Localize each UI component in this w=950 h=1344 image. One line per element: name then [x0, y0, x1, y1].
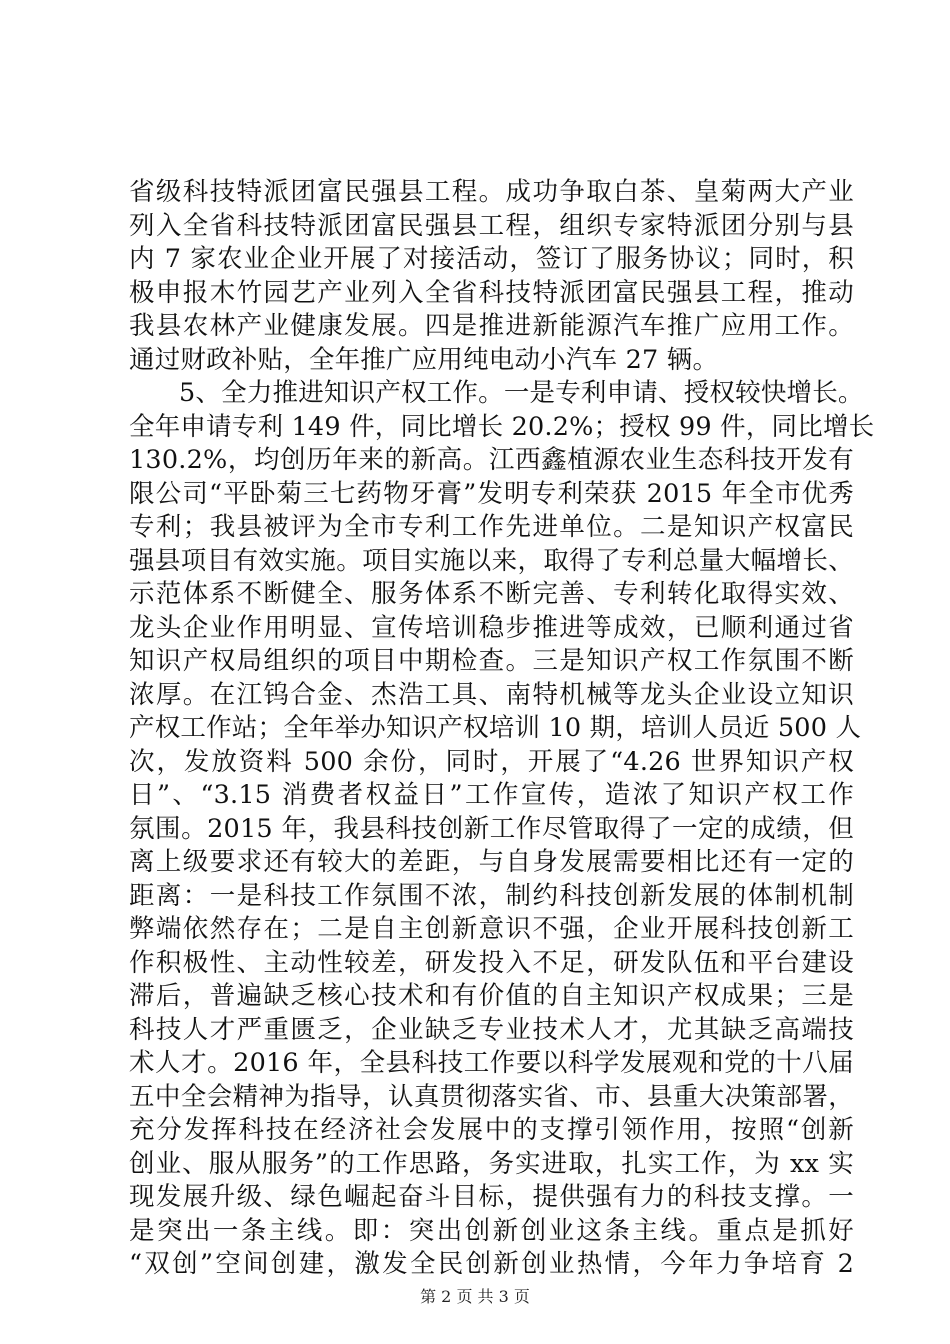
text-line: 滞后，普遍缺乏核心技术和有价值的自主知识产权成果；三是: [129, 981, 854, 1011]
text-line: 省级科技特派团富民强县工程。成功争取白茶、皇菊两大产业: [129, 177, 854, 207]
text-line: 氛围。2015 年，我县科技创新工作尽管取得了一定的成绩，但: [129, 813, 854, 844]
text-line: 作积极性、主动性较差，研发投入不足，研发队伍和平台建设: [129, 947, 854, 978]
text-line: 产权工作站；全年举办知识产权培训 10 期，培训人员近 500 人: [129, 713, 862, 743]
text-line: 限公司“平卧菊三七药物牙膏”发明专利荣获 2015 年全市优秀: [129, 478, 854, 509]
text-line: 日”、“3.15 消费者权益日”工作宣传，造浓了知识产权工作: [129, 780, 854, 810]
text-line: 距离：一是科技工作氛围不浓，制约科技创新发展的体制机制: [129, 880, 854, 911]
text-line: 术人才。2016 年，全县科技工作要以科学发展观和党的十八届: [129, 1048, 854, 1078]
text-line: 充分发挥科技在经济社会发展中的支撑引领作用，按照“创新: [129, 1115, 854, 1145]
text-line: 浓厚。在江钨合金、杰浩工具、南特机械等龙头企业设立知识: [129, 679, 854, 710]
text-line: 科技人才严重匮乏，企业缺乏专业技术人才，尤其缺乏高端技: [129, 1014, 854, 1045]
text-line: 专利；我县被评为全市专利工作先进单位。二是知识产权富民: [129, 512, 854, 542]
page-footer: 第 2 页 共 3 页: [420, 1287, 530, 1306]
text-line: 通过财政补贴，全年推广应用纯电动小汽车 27 辆。: [129, 344, 719, 375]
text-line: 创业、服从服务”的工作思路，务实进取，扎实工作，为 xx 实: [129, 1148, 854, 1179]
text-line: 130.2%，均创历年来的新高。江西鑫植源农业生态科技开发有: [129, 445, 854, 475]
text-line: 离上级要求还有较大的差距，与自身发展需要相比还有一定的: [129, 847, 854, 877]
text-line: 强县项目有效实施。项目实施以来，取得了专利总量大幅增长、: [129, 545, 854, 576]
text-line: 弊端依然存在；二是自主创新意识不强，企业开展科技创新工: [129, 914, 854, 944]
text-line: 五中全会精神为指导，认真贯彻落实省、市、县重大决策部署，: [129, 1081, 854, 1112]
text-line: 龙头企业作用明显、宣传培训稳步推进等成效，已顺利通过省: [129, 612, 854, 643]
text-line: 内 7 家农业企业开展了对接活动，签订了服务协议；同时，积: [129, 244, 854, 274]
text-line: 次，发放资料 500 余份，同时，开展了“4.26 世界知识产权: [129, 746, 854, 777]
text-line: 5、全力推进知识产权工作。一是专利申请、授权较快增长。: [179, 378, 864, 408]
text-line: 列入全省科技特派团富民强县工程，组织专家特派团分别与县: [129, 210, 854, 241]
text-line: 我县农林产业健康发展。四是推进新能源汽车推广应用工作。: [129, 311, 854, 341]
text-line: 现发展升级、绿色崛起奋斗目标，提供强有力的科技支撑。一: [129, 1182, 854, 1212]
document-body: [129, 176, 875, 1282]
text-line: 示范体系不断健全、服务体系不断完善、专利转化取得实效、: [129, 579, 854, 609]
text-line: 全年申请专利 149 件，同比增长 20.2%；授权 99 件，同比增长: [129, 411, 875, 442]
text-line: 极申报木竹园艺产业列入全省科技特派团富民强县工程，推动: [129, 277, 854, 308]
text-line: 是突出一条主线。即：突出创新创业这条主线。重点是抓好: [129, 1215, 854, 1246]
text-line: 知识产权局组织的项目中期检查。三是知识产权工作氛围不断: [129, 646, 854, 676]
text-line: “双创”空间创建，激发全民创新创业热情，今年力争培育 2: [129, 1249, 854, 1279]
